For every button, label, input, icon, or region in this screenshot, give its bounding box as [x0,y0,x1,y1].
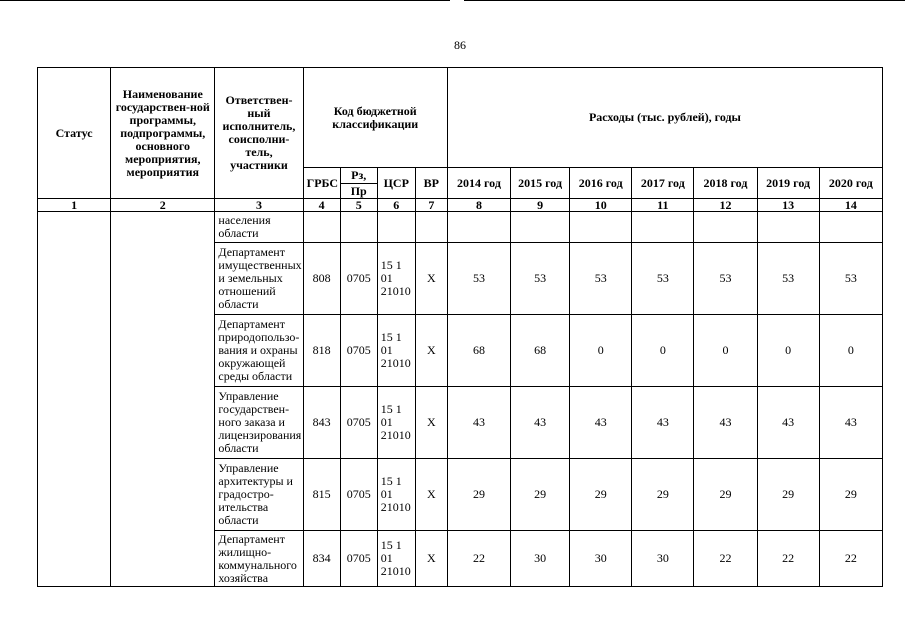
grbs-cell: 834 [303,531,340,587]
value-cell: 43 [757,387,819,459]
value-cell: 53 [819,243,882,315]
value-cell: 29 [511,459,570,531]
column-number: 13 [757,199,819,212]
grbs-cell: 808 [303,243,340,315]
value-cell [511,212,570,243]
column-number: 6 [377,199,415,212]
value-cell: 68 [511,315,570,387]
column-number: 12 [694,199,757,212]
header-grbs: ГРБС [303,168,340,199]
value-cell: 29 [819,459,882,531]
table-row [38,212,883,243]
value-cell: 43 [632,387,694,459]
executor-cell: населения области [215,212,303,243]
value-cell: 53 [694,243,757,315]
vr-cell [415,212,447,243]
value-cell: 29 [694,459,757,531]
header-rz: Рз, [341,169,377,184]
column-number: 7 [415,199,447,212]
value-cell [819,212,882,243]
column-number: 11 [632,199,694,212]
rzpr-cell [340,212,377,243]
header-program-name: Наименование государствен-ной программы, подпрограммы, основного мероприятия, мероприятия [111,68,215,199]
grbs-cell: 815 [303,459,340,531]
vr-cell: Х [415,531,447,587]
rzpr-cell: 0705 [340,315,377,387]
header-year-2016: 2016 год [570,168,632,199]
value-cell: 0 [757,315,819,387]
csr-cell: 15 1 01 21010 [377,387,415,459]
column-number: 1 [38,199,111,212]
header-vr: ВР [415,168,447,199]
csr-cell: 15 1 01 21010 [377,315,415,387]
header-status: Статус [38,68,111,199]
value-cell: 43 [447,387,510,459]
value-cell: 68 [447,315,510,387]
value-cell: 29 [757,459,819,531]
column-number: 8 [447,199,510,212]
value-cell: 53 [757,243,819,315]
value-cell: 22 [757,531,819,587]
value-cell: 53 [447,243,510,315]
executor-cell: Департамент природопользо-вания и охраны окружающей среды области [215,315,303,387]
value-cell: 53 [511,243,570,315]
value-cell: 29 [570,459,632,531]
csr-cell: 15 1 01 21010 [377,243,415,315]
status-cell [38,212,111,587]
grbs-cell: 818 [303,315,340,387]
value-cell: 43 [570,387,632,459]
value-cell: 43 [511,387,570,459]
top-rule-gap [450,0,464,2]
csr-cell: 15 1 01 21010 [377,459,415,531]
value-cell: 0 [570,315,632,387]
program-name-cell [111,212,215,587]
value-cell: 0 [694,315,757,387]
value-cell: 30 [570,531,632,587]
grbs-cell [303,212,340,243]
header-year-2019: 2019 год [757,168,819,199]
column-number: 2 [111,199,215,212]
value-cell: 29 [632,459,694,531]
value-cell: 30 [632,531,694,587]
value-cell [632,212,694,243]
value-cell: 22 [819,531,882,587]
rzpr-cell: 0705 [340,531,377,587]
value-cell: 43 [819,387,882,459]
column-number: 10 [570,199,632,212]
budget-table [37,67,883,587]
rzpr-cell: 0705 [340,243,377,315]
header-year-2020: 2020 год [819,168,882,199]
header-year-2015: 2015 год [511,168,570,199]
vr-cell: Х [415,315,447,387]
grbs-cell: 843 [303,387,340,459]
header-pr: Пр [350,183,367,198]
vr-cell: Х [415,387,447,459]
column-number: 5 [340,199,377,212]
page-number: 86 [454,38,466,52]
header-csr: ЦСР [377,168,415,199]
rzpr-cell: 0705 [340,387,377,459]
header-rzpr [340,168,377,199]
value-cell: 29 [447,459,510,531]
executor-cell: Департамент имущественных и земельных отношений области [215,243,303,315]
header-year-2014: 2014 год [447,168,510,199]
value-cell: 53 [632,243,694,315]
rzpr-cell: 0705 [340,459,377,531]
executor-cell: Департамент жилищно-коммунального хозяйства [215,531,303,587]
csr-cell [377,212,415,243]
vr-cell: Х [415,243,447,315]
vr-cell: Х [415,459,447,531]
header-budget-code: Код бюджетной классификации [303,68,447,168]
value-cell: 30 [511,531,570,587]
value-cell: 43 [694,387,757,459]
column-number: 4 [303,199,340,212]
value-cell: 22 [694,531,757,587]
value-cell [694,212,757,243]
value-cell: 0 [819,315,882,387]
csr-cell: 15 1 01 21010 [377,531,415,587]
header-expenses: Расходы (тыс. рублей), годы [447,68,882,168]
value-cell: 22 [447,531,510,587]
executor-cell: Управление архитектуры и градостро-ительства области [215,459,303,531]
value-cell: 53 [570,243,632,315]
column-number: 14 [819,199,882,212]
header-executor: Ответствен-ный исполнитель, соисполни-тель, участники [215,68,303,199]
header-row-main [38,68,883,168]
value-cell [570,212,632,243]
value-cell [447,212,510,243]
value-cell: 0 [632,315,694,387]
header-year-2018: 2018 год [694,168,757,199]
header-year-2017: 2017 год [632,168,694,199]
column-number-row [38,199,883,212]
value-cell [757,212,819,243]
executor-cell: Управление государствен-ного заказа и лицензирования области [215,387,303,459]
column-number: 3 [215,199,303,212]
column-number: 9 [511,199,570,212]
